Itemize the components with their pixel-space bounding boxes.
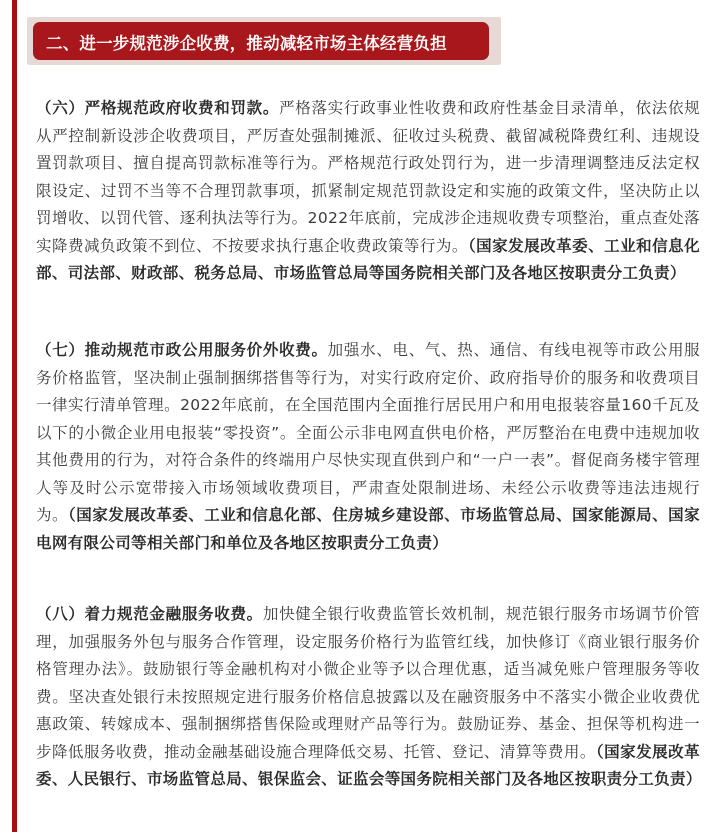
paragraph-seven-body: 加强水、电、气、热、通信、有线电视等市政公用服务价格监管，坚决制止强制捆绑搭售等行为，对实行政府定价、政府指导价的服务和收费项目一律实行清单管理。2022年底前，在全国范围内全面推行居民用户和用电报装容量160千瓦及以下的小微企业用电报装“零投资”。全面公示非电网直供电价格，严厉整治在电费中违规加收其他费用的行为，对符合条件的终端用户尽快实现直供到户和“一户一表”。督促商务楼宇管理人等及时公示宽带接入市场领域收费项目，严肃查处限制进场、未经公示收费等违法违规行为。 — [36, 341, 700, 524]
paragraph-seven-heading: （七）推动规范市政公用服务价外收费。 — [36, 341, 328, 359]
paragraph-seven-responsible: （国家发展改革委、工业和信息化部、住房城乡建设部、市场监管总局、国家能源局、国家电网有限公司等相关部门和单位及各地区按职责分工负责） — [36, 506, 700, 552]
left-accent-bar — [12, 0, 17, 832]
paragraph-six-body: 严格落实行政事业性收费和政府性基金目录清单，依法依规从严控制新设涉企收费项目，严厉查处强制摊派、征收过头税费、截留减税降费红利、违规设置罚款项目、擅自提高罚款标准等行为。严格规范行政处罚行为，进一步清理调整违反法定权限设定、过罚不当等不合理罚款事项，抓紧制定规范罚款设定和实施的政策文件，坚决防止以罚增收、以罚代管、逐利执法等行为。2022年底前，完成涉企违规收费专项整治，重点查处落实降费减负政策不到位、不按要求执行惠企收费政策等行为。 — [36, 99, 700, 255]
paragraph-eight-responsible: （国家发展改革委、人民银行、市场监管总局、银保监会、证监会等国务院相关部门及各地区按职责分工负责） — [36, 742, 702, 788]
paragraph-eight-heading: （八）着力规范金融服务收费。 — [36, 605, 263, 623]
paragraph-six-heading: （六）严格规范政府收费和罚款。 — [36, 99, 280, 117]
paragraph-seven — [36, 337, 700, 557]
paragraph-eight-body: 加快健全银行收费监管长效机制，规范银行服务市场调节价管理，加强服务外包与服务合作管理，设定服务价格行为监管红线，加快修订《商业银行服务价格管理办法》。鼓励银行等金融机构对小微企业等予以合理优惠，适当减免账户管理服务等收费。坚决查处银行未按照规定进行服务价格信息披露以及在融资服务中不落实小微企业收费优惠政策、转嫁成本、强制捆绑搭售保险或理财产品等行为。鼓励证券、基金、担保等机构进一步降低服务收费，推动金融基础设施合理降低交易、托管、登记、清算等费用。 — [36, 605, 701, 761]
paragraph-eight — [36, 601, 700, 794]
paragraph-six-responsible: （国家发展改革委、工业和信息化部、司法部、财政部、税务总局、市场监管总局等国务院相关部门及各地区按职责分工负责） — [36, 236, 700, 282]
paragraph-six — [36, 95, 700, 288]
section-title: 二、进一步规范涉企收费，推动减轻市场主体经营负担 — [46, 34, 447, 53]
